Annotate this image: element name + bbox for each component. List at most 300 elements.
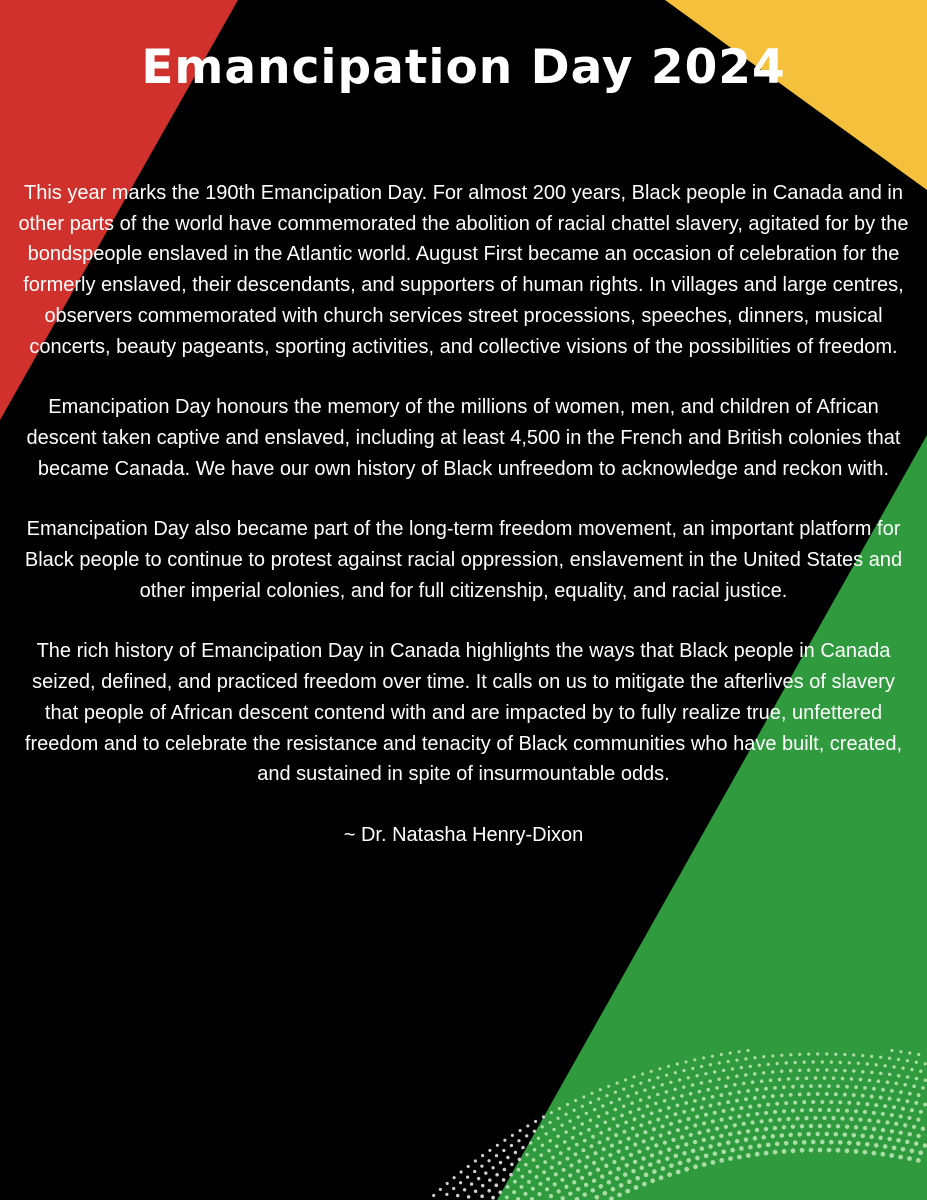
halftone-dot-487 [780,1070,784,1074]
halftone-dot-217 [659,1133,663,1137]
halftone-dot-215 [642,1139,646,1143]
halftone-dot-618 [432,1194,435,1197]
halftone-dot-413 [612,1117,616,1121]
halftone-dot-595 [726,1060,729,1063]
halftone-dot-623 [467,1165,470,1168]
halftone-dot-16 [746,1153,751,1158]
halftone-dot-297 [520,1185,524,1189]
halftone-dot-79 [615,1176,620,1181]
halftone-dot-656 [738,1050,741,1053]
halftone-dot-606 [825,1052,828,1055]
halftone-dot-267 [678,1119,682,1123]
halftone-dot-570 [517,1139,520,1142]
halftone-dot-100 [797,1132,802,1137]
halftone-dot-477 [691,1083,695,1087]
halftone-dot-11 [702,1162,707,1167]
halftone-dot-437 [823,1076,827,1080]
halftone-dot-25 [827,1148,832,1153]
halftone-dot-575 [556,1117,559,1120]
halftone-dot-496 [861,1070,865,1074]
halftone-dot-292 [901,1107,905,1111]
halftone-dot-171 [663,1140,667,1144]
halftone-dot-144 [809,1124,813,1128]
halftone-dot-2 [625,1189,630,1194]
halftone-dot-481 [726,1076,730,1080]
halftone-dot-34 [907,1156,912,1161]
halftone-dot-279 [784,1101,788,1105]
halftone-dot-259 [610,1144,614,1148]
halftone-dot-611 [870,1055,873,1058]
halftone-dot-167 [629,1153,633,1157]
halftone-dot-27 [845,1148,850,1153]
halftone-dot-283 [820,1100,824,1104]
halftone-dot-233 [800,1108,804,1112]
halftone-dot-414 [620,1114,624,1118]
halftone-dot-648 [667,1065,670,1068]
halftone-dot-589 [674,1071,677,1074]
halftone-dot-6 [659,1175,664,1180]
halftone-dot-540 [749,1065,752,1068]
halftone-dot-317 [682,1110,686,1114]
halftone-dot-162 [588,1172,592,1176]
halftone-dot-102 [815,1132,820,1137]
halftone-dot-629 [511,1134,514,1137]
halftone-dot-621 [453,1176,456,1179]
halftone-dot-218 [667,1131,671,1135]
halftone-dot-93 [735,1139,740,1144]
halftone-dot-17 [755,1152,760,1157]
halftone-dot-123 [625,1163,629,1167]
halftone-dot-539 [740,1066,743,1069]
halftone-dot-227 [746,1113,750,1117]
halftone-dot-403 [532,1158,536,1162]
halftone-dot-28 [854,1149,859,1154]
halftone-dot-208 [584,1165,588,1169]
halftone-dot-356 [575,1143,579,1147]
halftone-dot-584 [631,1084,634,1087]
halftone-dot-431 [769,1078,773,1082]
halftone-dot-33 [898,1155,903,1160]
halftone-dot-183 [768,1118,772,1122]
halftone-dot-450 [474,1189,478,1193]
halftone-dot-562 [459,1181,462,1184]
halftone-dot-30 [872,1151,877,1156]
halftone-dot-319 [700,1106,704,1110]
halftone-dot-479 [708,1079,712,1083]
halftone-dot-533 [687,1076,690,1079]
halftone-dot-525 [618,1098,621,1101]
halftone-dot-376 [746,1089,750,1093]
halftone-dot-69 [883,1144,888,1149]
halftone-dot-211 [608,1153,612,1157]
halftone-dot-272 [722,1109,726,1113]
halftone-dot-536 [713,1070,716,1073]
halftone-dot-492 [825,1068,829,1072]
halftone-dot-120 [600,1174,604,1178]
halftone-dot-577 [572,1109,575,1112]
halftone-dot-164 [604,1164,608,1168]
halftone-dot-377 [755,1088,759,1092]
halftone-dot-200 [921,1127,925,1131]
halftone-dot-489 [798,1069,802,1073]
halftone-dot-581 [605,1094,608,1097]
halftone-dot-314 [656,1118,660,1122]
halftone-dot-542 [767,1063,770,1066]
halftone-dot-411 [595,1124,599,1128]
halftone-dot-249 [531,1187,535,1191]
halftone-dot-513 [521,1146,524,1149]
halftone-dot-135 [728,1132,732,1136]
halftone-dot-636 [566,1103,569,1106]
halftone-dot-243 [890,1113,894,1117]
halftone-dot-587 [656,1076,659,1079]
halftone-dot-495 [852,1069,856,1073]
halftone-dot-166 [621,1156,625,1160]
halftone-dot-195 [876,1119,880,1123]
halftone-dot-187 [804,1116,808,1120]
halftone-dot-399 [502,1178,506,1182]
halftone-dot-92 [726,1140,731,1145]
halftone-dot-277 [766,1103,770,1107]
halftone-dot-325 [753,1096,757,1100]
halftone-dot-397 [487,1189,491,1193]
halftone-dot-309 [614,1133,618,1137]
halftone-dot-494 [843,1069,847,1073]
halftone-dot-220 [685,1126,689,1130]
halftone-dot-331 [807,1092,811,1096]
halftone-dot-616 [915,1061,918,1064]
halftone-dot-250 [538,1182,542,1186]
halftone-dot-253 [562,1168,566,1172]
halftone-dot-131 [693,1140,697,1144]
halftone-dot-444 [886,1080,890,1084]
halftone-dot-216 [650,1136,654,1140]
halftone-dot-185 [786,1117,790,1121]
halftone-dot-620 [446,1182,449,1185]
halftone-dot-213 [625,1146,629,1150]
halftone-dot-612 [879,1056,882,1059]
halftone-dot-351 [536,1165,540,1169]
halftone-dot-423 [698,1090,702,1094]
halftone-dot-115 [560,1196,564,1200]
halftone-dot-198 [903,1123,907,1127]
halftone-dot-257 [593,1151,597,1155]
halftone-dot-560 [445,1193,448,1196]
halftone-dot-270 [704,1113,708,1117]
halftone-dot-630 [519,1129,522,1132]
halftone-dot-119 [592,1178,596,1182]
halftone-dot-568 [502,1149,505,1152]
halftone-dot-632 [534,1120,537,1123]
halftone-dot-516 [545,1132,548,1135]
halftone-dot-206 [568,1173,572,1177]
halftone-dot-430 [760,1079,764,1083]
halftone-dot-107 [860,1134,865,1139]
halftone-dot-269 [695,1115,699,1119]
halftone-dot-193 [858,1117,862,1121]
halftone-dot-544 [785,1061,788,1064]
halftone-dot-326 [762,1095,766,1099]
halftone-dot-330 [798,1092,802,1096]
halftone-dot-312 [639,1123,643,1127]
halftone-dot-596 [735,1058,738,1061]
halftone-dot-549 [830,1060,833,1063]
halftone-dot-517 [552,1128,555,1131]
halftone-dot-500 [897,1074,901,1078]
halftone-dot-112 [905,1140,910,1145]
halftone-dot-362 [624,1121,628,1125]
halftone-dot-392 [890,1089,894,1093]
halftone-dot-91 [717,1142,722,1147]
paragraph-movement: Emancipation Day also became part of the long-term freedom movement, an important platform for Black people to continue to protest against racial oppression, enslavement in the United States and other imperial colonies, and for full citizenship, equality, and racial justice. [24,518,903,602]
halftone-dot-73 [918,1150,923,1155]
halftone-dot-358 [591,1135,595,1139]
halftone-dot-599 [762,1055,765,1058]
halftone-dot-557 [901,1067,904,1070]
halftone-dot-391 [881,1088,885,1092]
halftone-dot-416 [637,1107,641,1111]
halftone-dot-625 [481,1154,484,1157]
halftone-dot-593 [709,1063,712,1066]
halftone-dot-597 [744,1057,747,1060]
halftone-dot-318 [691,1108,695,1112]
halftone-dot-426 [724,1084,728,1088]
halftone-dot-282 [811,1100,815,1104]
halftone-dot-62 [820,1140,825,1145]
halftone-dot-461 [556,1135,560,1139]
halftone-dot-652 [702,1056,705,1059]
halftone-dot-349 [521,1175,525,1179]
halftone-dot-265 [660,1124,664,1128]
halftone-dot-651 [693,1058,696,1061]
halftone-dot-646 [650,1070,653,1073]
halftone-dot-99 [788,1133,793,1138]
halftone-dot-547 [812,1060,815,1063]
halftone-dot-454 [503,1168,507,1172]
halftone-dot-329 [789,1093,793,1097]
halftone-dot-421 [680,1094,684,1098]
halftone-dot-342 [905,1099,909,1103]
halftone-dot-13 [719,1158,724,1163]
halftone-dot-306 [590,1144,594,1148]
halftone-dot-129 [675,1145,679,1149]
halftone-dot-647 [658,1067,661,1070]
halftone-dot-395 [917,1093,921,1097]
halftone-dot-85 [665,1156,670,1161]
halftone-dot-371 [702,1097,706,1101]
halftone-dot-390 [872,1087,876,1091]
halftone-dot-591 [691,1067,694,1070]
halftone-dot-77 [599,1184,604,1189]
halftone-dot-68 [874,1143,879,1148]
halftone-dot-174 [689,1133,693,1137]
halftone-dot-252 [554,1172,558,1176]
halftone-dot-196 [885,1120,889,1124]
halftone-dot-472 [647,1095,651,1099]
halftone-dot-0 [609,1196,614,1200]
halftone-dot-590 [682,1069,685,1072]
halftone-dot-508 [484,1171,487,1174]
halftone-dot-18 [764,1151,769,1156]
halftone-dot-503 [924,1078,927,1082]
halftone-dot-210 [600,1157,604,1161]
halftone-dot-348 [513,1180,517,1184]
halftone-dot-502 [915,1077,919,1081]
halftone-dot-379 [773,1086,777,1090]
halftone-dot-19 [773,1150,778,1155]
halftone-dot-143 [800,1124,804,1128]
halftone-dot-643 [624,1078,627,1081]
halftone-dot-514 [529,1141,532,1144]
halftone-dot-61 [811,1140,816,1145]
halftone-dot-286 [847,1101,851,1105]
halftone-dot-407 [563,1140,567,1144]
halftone-dot-531 [669,1081,672,1084]
halftone-dot-224 [720,1118,724,1122]
halftone-dot-617 [924,1062,927,1065]
halftone-dot-9 [684,1167,689,1172]
halftone-dot-35 [916,1158,921,1163]
halftone-dot-179 [733,1123,737,1127]
halftone-dot-602 [789,1053,792,1056]
halftone-dot-565 [480,1164,483,1167]
halftone-dot-116 [568,1191,572,1195]
halftone-dot-84 [656,1159,661,1164]
halftone-dot-126 [650,1153,654,1157]
halftone-dot-75 [583,1192,588,1197]
halftone-dot-534 [695,1074,698,1077]
halftone-dot-287 [856,1101,860,1105]
halftone-dot-1 [617,1193,622,1198]
halftone-dot-158 [557,1189,561,1193]
halftone-dot-10 [693,1164,698,1169]
halftone-dot-4 [642,1182,647,1187]
halftone-dot-603 [798,1053,801,1056]
halftone-dot-194 [867,1118,871,1122]
halftone-dot-232 [791,1109,795,1113]
halftone-dot-221 [693,1123,697,1127]
halftone-dot-114 [923,1143,927,1148]
halftone-dot-118 [584,1183,588,1187]
halftone-dot-47 [686,1158,691,1163]
halftone-dot-22 [800,1148,805,1153]
halftone-dot-563 [466,1175,469,1178]
halftone-dot-573 [541,1125,544,1128]
halftone-dot-266 [669,1122,673,1126]
halftone-dot-653 [711,1055,714,1058]
halftone-dot-624 [474,1159,477,1162]
halftone-dot-156 [916,1134,920,1138]
halftone-dot-619 [439,1188,442,1191]
halftone-dot-229 [764,1111,768,1115]
halftone-dot-339 [879,1096,883,1100]
halftone-dot-197 [894,1122,898,1126]
halftone-dot-223 [711,1119,715,1123]
halftone-dot-546 [803,1061,806,1064]
halftone-dot-335 [843,1093,847,1097]
halftone-dot-360 [608,1127,612,1131]
halftone-dot-406 [555,1144,559,1148]
halftone-dot-311 [631,1126,635,1130]
halftone-dot-455 [510,1163,514,1167]
halftone-dot-275 [748,1105,752,1109]
halftone-dot-425 [715,1086,719,1090]
halftone-dot-491 [816,1068,820,1072]
halftone-dot-607 [834,1053,837,1056]
halftone-dot-239 [854,1109,858,1113]
halftone-dot-650 [684,1060,687,1063]
halftone-dot-83 [648,1162,653,1167]
halftone-dot-98 [780,1133,785,1138]
halftone-dot-614 [897,1058,900,1061]
halftone-dot-189 [822,1116,826,1120]
halftone-dot-529 [652,1086,655,1089]
halftone-dot-263 [643,1130,647,1134]
halftone-dot-248 [523,1192,527,1196]
halftone-dot-81 [631,1169,636,1174]
halftone-dot-526 [626,1094,629,1097]
halftone-dot-369 [684,1101,688,1105]
halftone-dot-140 [773,1126,777,1130]
halftone-dot-585 [639,1081,642,1084]
halftone-dot-412 [603,1120,607,1124]
halftone-dot-133 [710,1136,714,1140]
halftone-dot-387 [845,1085,849,1089]
halftone-dot-15 [737,1155,742,1160]
halftone-dot-512 [514,1151,517,1154]
halftone-dot-633 [542,1115,545,1118]
halftone-dot-645 [641,1073,644,1076]
halftone-dot-640 [599,1088,602,1091]
halftone-dot-385 [827,1084,831,1088]
halftone-dot-186 [795,1116,799,1120]
halftone-dot-476 [682,1085,686,1089]
halftone-dot-40 [627,1179,632,1184]
halftone-dot-261 [627,1137,631,1141]
halftone-dot-256 [585,1155,589,1159]
halftone-dot-497 [870,1071,874,1075]
halftone-dot-188 [813,1116,817,1120]
halftone-dot-347 [506,1185,510,1189]
halftone-dot-366 [658,1109,662,1113]
halftone-dot-420 [671,1096,675,1100]
halftone-dot-352 [543,1160,547,1164]
halftone-dot-655 [729,1052,732,1055]
halftone-dot-538 [731,1067,734,1070]
halftone-dot-615 [906,1059,909,1062]
halftone-dot-242 [881,1112,885,1116]
halftone-dot-125 [641,1156,645,1160]
halftone-dot-520 [577,1115,580,1118]
halftone-dot-654 [720,1053,723,1056]
halftone-dot-199 [912,1125,916,1129]
halftone-dot-240 [863,1110,867,1114]
halftone-dot-396 [480,1194,484,1198]
halftone-dot-284 [829,1100,833,1104]
halftone-dot-644 [633,1075,636,1078]
halftone-dot-230 [773,1110,777,1114]
halftone-dot-170 [654,1143,658,1147]
halftone-dot-241 [872,1111,876,1115]
halftone-dot-543 [776,1062,779,1065]
halftone-dot-353 [551,1156,555,1160]
author-signature: ~ Dr. Natasha Henry-Dixon [343,823,584,846]
halftone-dot-510 [499,1161,502,1164]
halftone-dot-274 [739,1106,743,1110]
halftone-dot-202 [537,1192,541,1196]
halftone-dot-39 [619,1183,624,1188]
halftone-dot-364 [641,1114,645,1118]
